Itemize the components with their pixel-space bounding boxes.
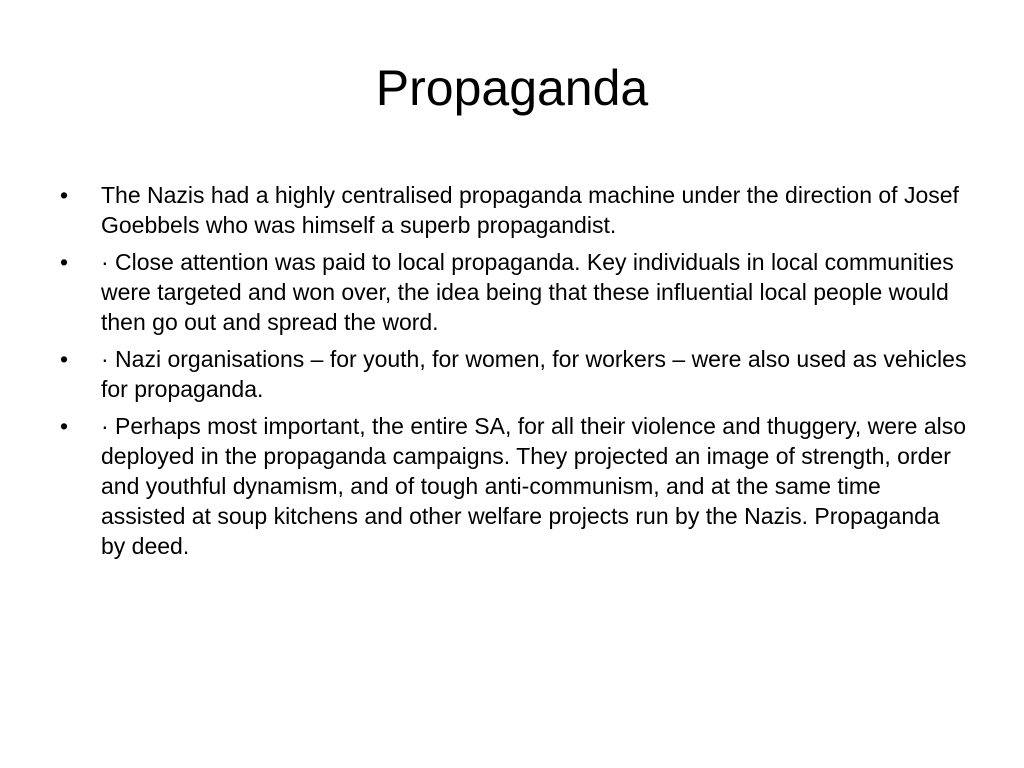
bullet-list [60, 180, 970, 568]
bullet-text: The Nazis had a highly centralised propaganda machine under the direction of Josef Goebbels who was himself a superb propagandist. [101, 182, 959, 238]
bullet-icon: • [60, 249, 69, 275]
bullet-icon: • [60, 346, 69, 372]
bullet-item [60, 411, 970, 561]
bullet-icon: • [60, 182, 69, 208]
bullet-item [60, 344, 970, 404]
bullet-item [60, 180, 970, 240]
bullet-item [60, 247, 970, 337]
bullet-text: · Perhaps most important, the entire SA, for all their violence and thuggery, were also deployed in the propaganda campaigns. They projected an image of strength, order and youthful dynamism, and of tough anti-communism, and at the same time assisted at soup kitchens and other welfare projects run by the Nazis. Propaganda by deed. [101, 413, 967, 559]
bullet-text: · Close attention was paid to local propaganda. Key individuals in local communities were targeted and won over, the idea being that these influential local people would then go out and spread the word. [101, 249, 954, 335]
bullet-icon: • [60, 413, 69, 439]
bullet-text: · Nazi organisations – for youth, for women, for workers – were also used as vehicles for propaganda. [101, 346, 967, 402]
slide-title: Propaganda [375, 60, 649, 116]
